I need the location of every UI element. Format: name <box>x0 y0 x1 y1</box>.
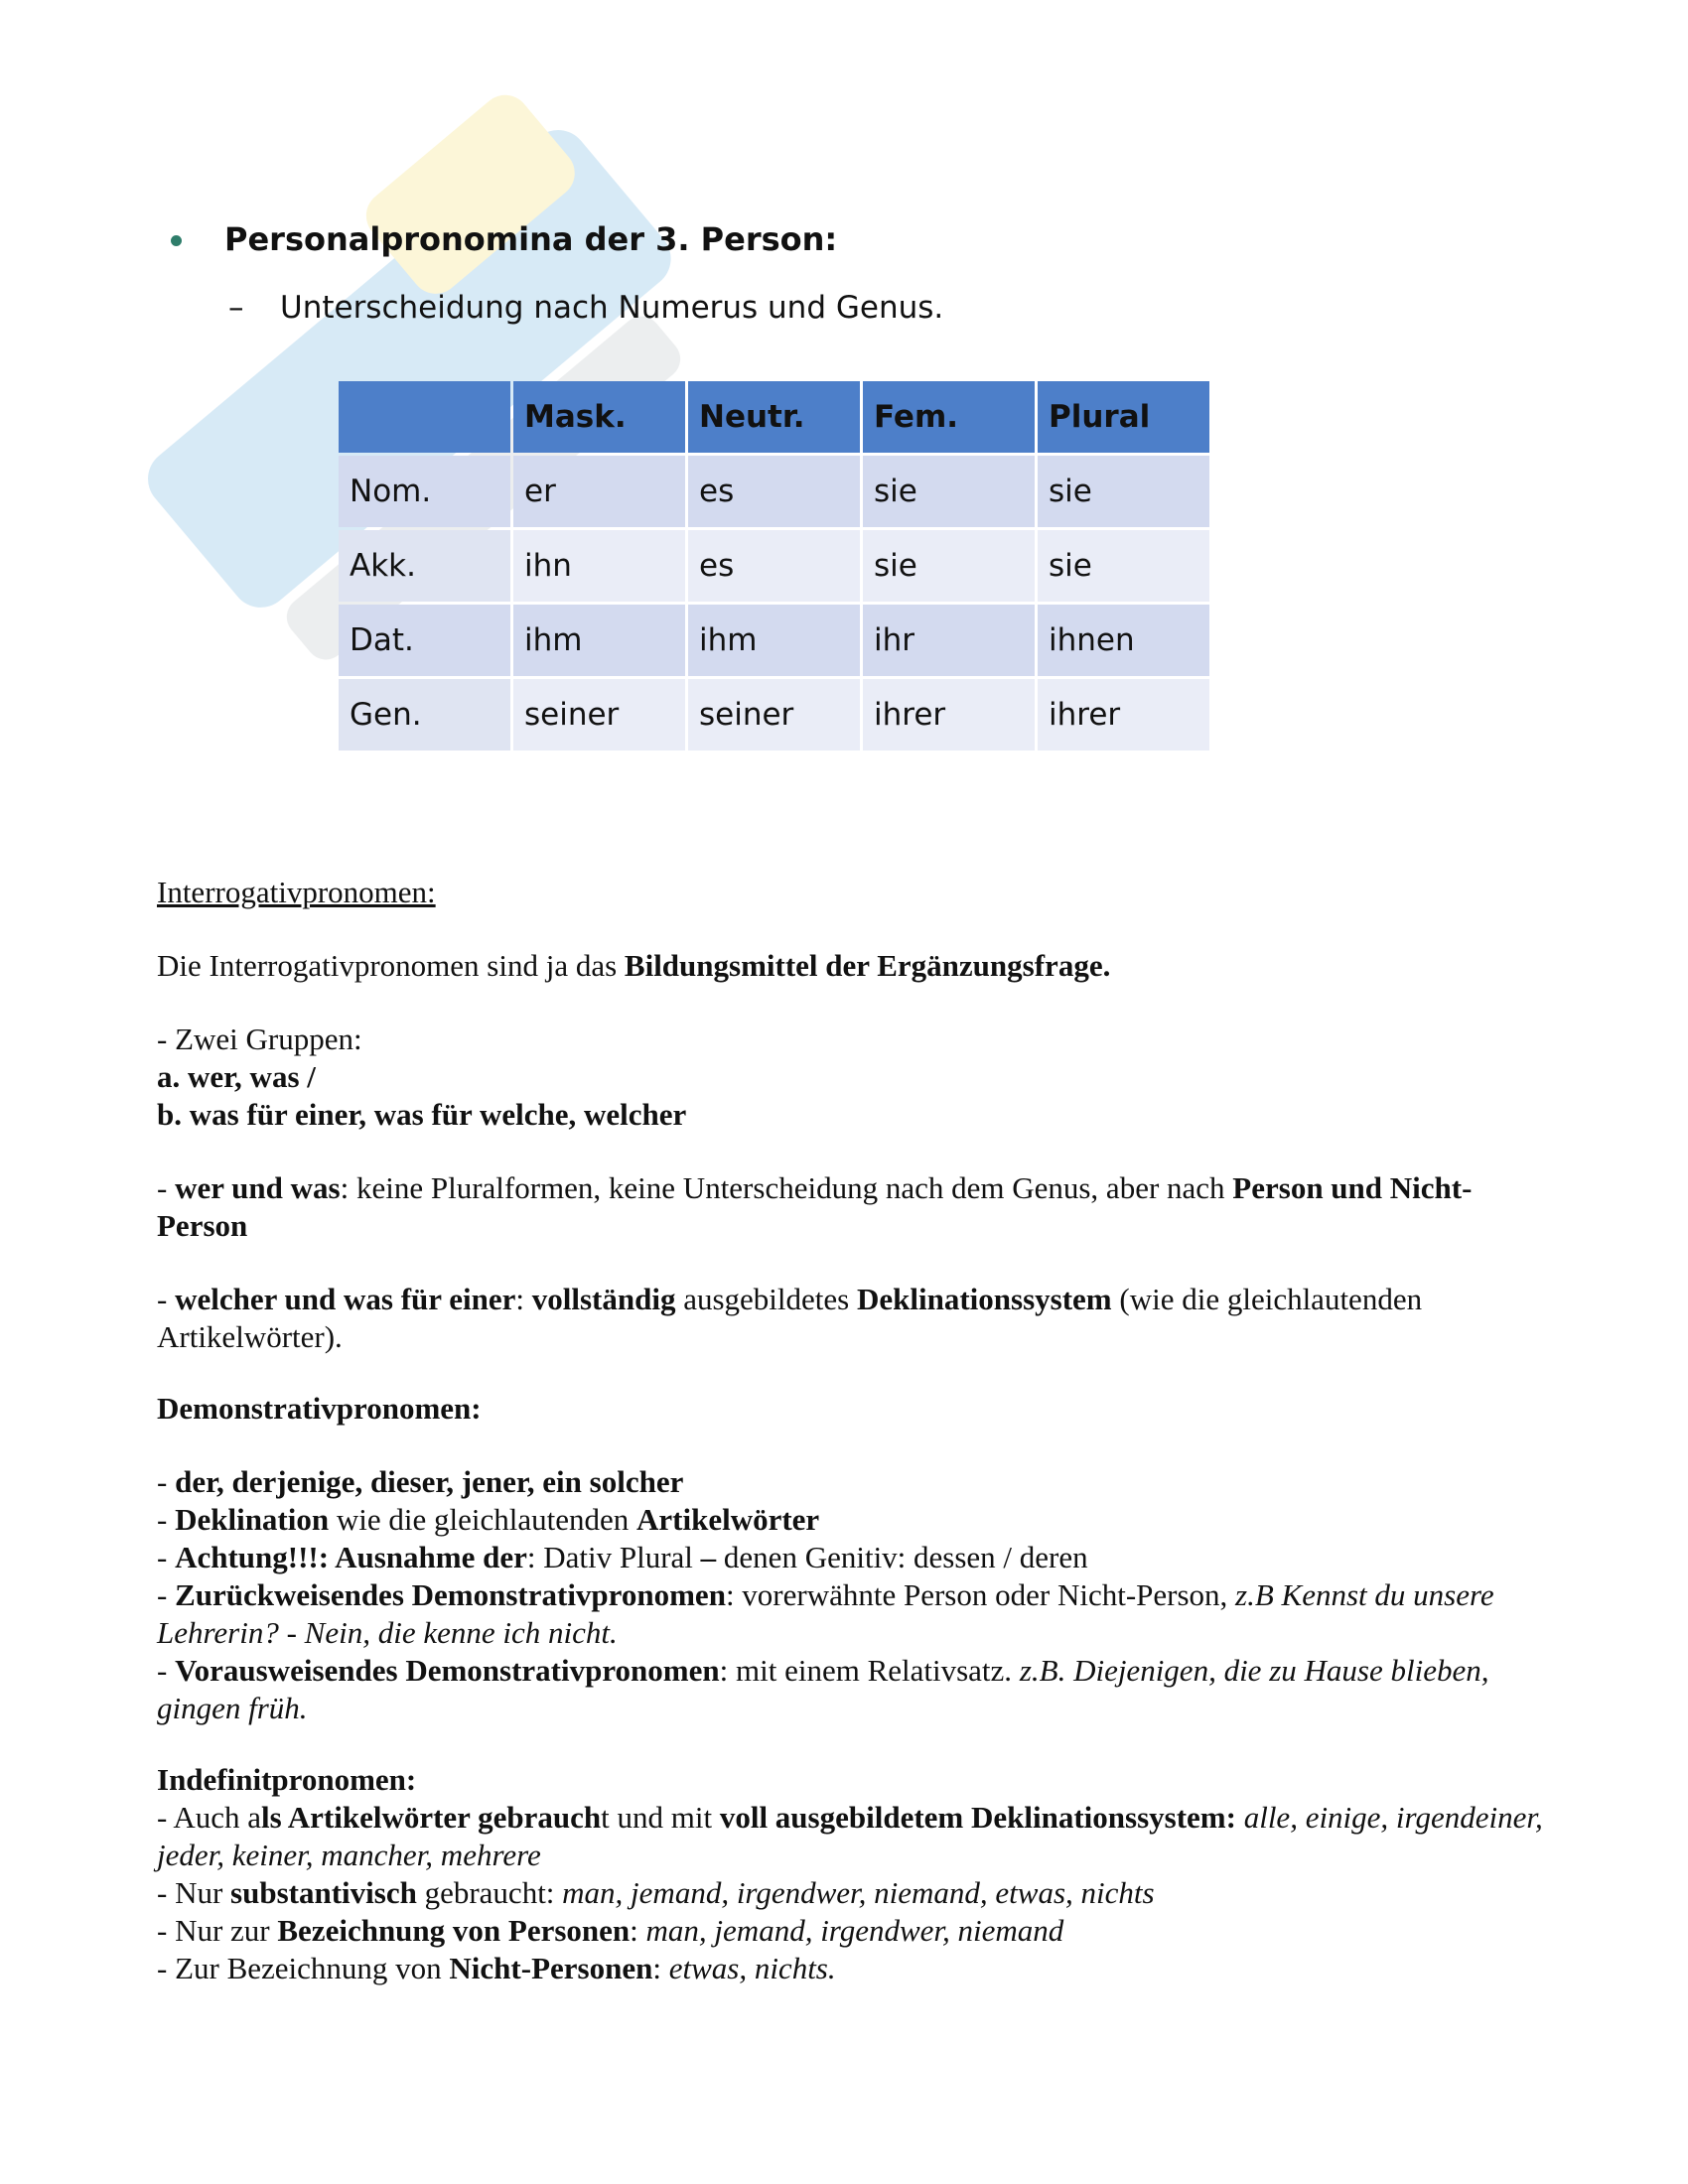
indefinit-heading: Indefinitpronomen: <box>157 1762 417 1797</box>
interrogativ-heading: Interrogativpronomen: <box>157 875 436 909</box>
pronoun-table <box>336 378 1212 753</box>
table-row <box>339 530 1209 602</box>
demo-line-3: - Achtung!!!: Ausnahme der: Dativ Plural – denen Genitiv: dessen / deren <box>157 1540 1088 1574</box>
table-cell: ihm <box>688 605 860 676</box>
table-cell: sie <box>1038 456 1209 527</box>
slide-subtitle: Unterscheidung nach Numerus und Genus. <box>280 290 944 326</box>
indef-line-1: - Auch als Artikelwörter gebraucht und mit voll ausgebildetem Deklinationssystem: alle, einige, irgendeiner, jeder, keiner, mancher, mehrere <box>157 1800 1543 1872</box>
groups-label: - Zwei Gruppen: <box>157 1022 362 1056</box>
table-row <box>339 456 1209 527</box>
table-header-cell <box>339 381 510 453</box>
group-b: b. was für einer, was für welche, welcher <box>157 1097 687 1132</box>
table-row-header: Gen. <box>339 679 510 751</box>
table-header-cell: Plural <box>1038 381 1209 453</box>
table-cell: seiner <box>513 679 685 751</box>
indef-line-2: - Nur substantivisch gebraucht: man, jemand, irgendwer, niemand, etwas, nichts <box>157 1875 1155 1910</box>
wer-was-paragraph: - wer und was: keine Pluralformen, keine Unterscheidung nach dem Genus, aber nach Person und Nicht-Person <box>157 1170 1473 1243</box>
demonstrativ-heading: Demonstrativpronomen: <box>157 1391 482 1426</box>
document-body <box>157 874 1547 1987</box>
interrogativ-intro: Die Interrogativpronomen sind ja das Bildungsmittel der Ergänzungsfrage. <box>157 948 1111 983</box>
table-cell: es <box>688 530 860 602</box>
indef-line-4: - Zur Bezeichnung von Nicht-Personen: etwas, nichts. <box>157 1951 836 1985</box>
table-cell: ihrer <box>1038 679 1209 751</box>
table-cell: sie <box>1038 530 1209 602</box>
demo-line-1: - der, derjenige, dieser, jener, ein solcher <box>157 1464 684 1499</box>
table-header-row <box>339 381 1209 453</box>
table-row-header: Nom. <box>339 456 510 527</box>
table-cell: es <box>688 456 860 527</box>
table-cell: sie <box>863 530 1035 602</box>
table-cell: ihm <box>513 605 685 676</box>
bullet-dot-icon <box>171 235 182 246</box>
table-header-cell: Neutr. <box>688 381 860 453</box>
table-cell: ihn <box>513 530 685 602</box>
demo-line-4: - Zurückweisendes Demonstrativpronomen: vorerwähnte Person oder Nicht-Person, z.B Kennst du unsere Lehrerin? - Nein, die kenne ich nicht. <box>157 1577 1494 1650</box>
table-cell: seiner <box>688 679 860 751</box>
demo-line-2: - Deklination wie die gleichlautenden Artikelwörter <box>157 1502 820 1537</box>
demo-line-5: - Vorausweisendes Demonstrativpronomen: mit einem Relativsatz. z.B. Diejenigen, die zu Hause blieben, gingen früh. <box>157 1653 1489 1725</box>
table-cell: ihr <box>863 605 1035 676</box>
table-cell: ihnen <box>1038 605 1209 676</box>
table-row-header: Akk. <box>339 530 510 602</box>
welcher-paragraph: - welcher und was für einer: vollständig ausgebildetes Deklinationssystem (wie die gleichlautenden Artikelwörter). <box>157 1282 1423 1354</box>
table-row <box>339 679 1209 751</box>
table-header-cell: Mask. <box>513 381 685 453</box>
table-cell: sie <box>863 456 1035 527</box>
table-header-cell: Fem. <box>863 381 1035 453</box>
indef-line-3: - Nur zur Bezeichnung von Personen: man, jemand, irgendwer, niemand <box>157 1913 1064 1948</box>
slide-title: Personalpronomina der 3. Person: <box>224 220 838 258</box>
group-a: a. wer, was / <box>157 1059 316 1094</box>
sub-dash: – <box>228 290 244 326</box>
table-row <box>339 605 1209 676</box>
table-cell: ihrer <box>863 679 1035 751</box>
table-row-header: Dat. <box>339 605 510 676</box>
table-cell: er <box>513 456 685 527</box>
